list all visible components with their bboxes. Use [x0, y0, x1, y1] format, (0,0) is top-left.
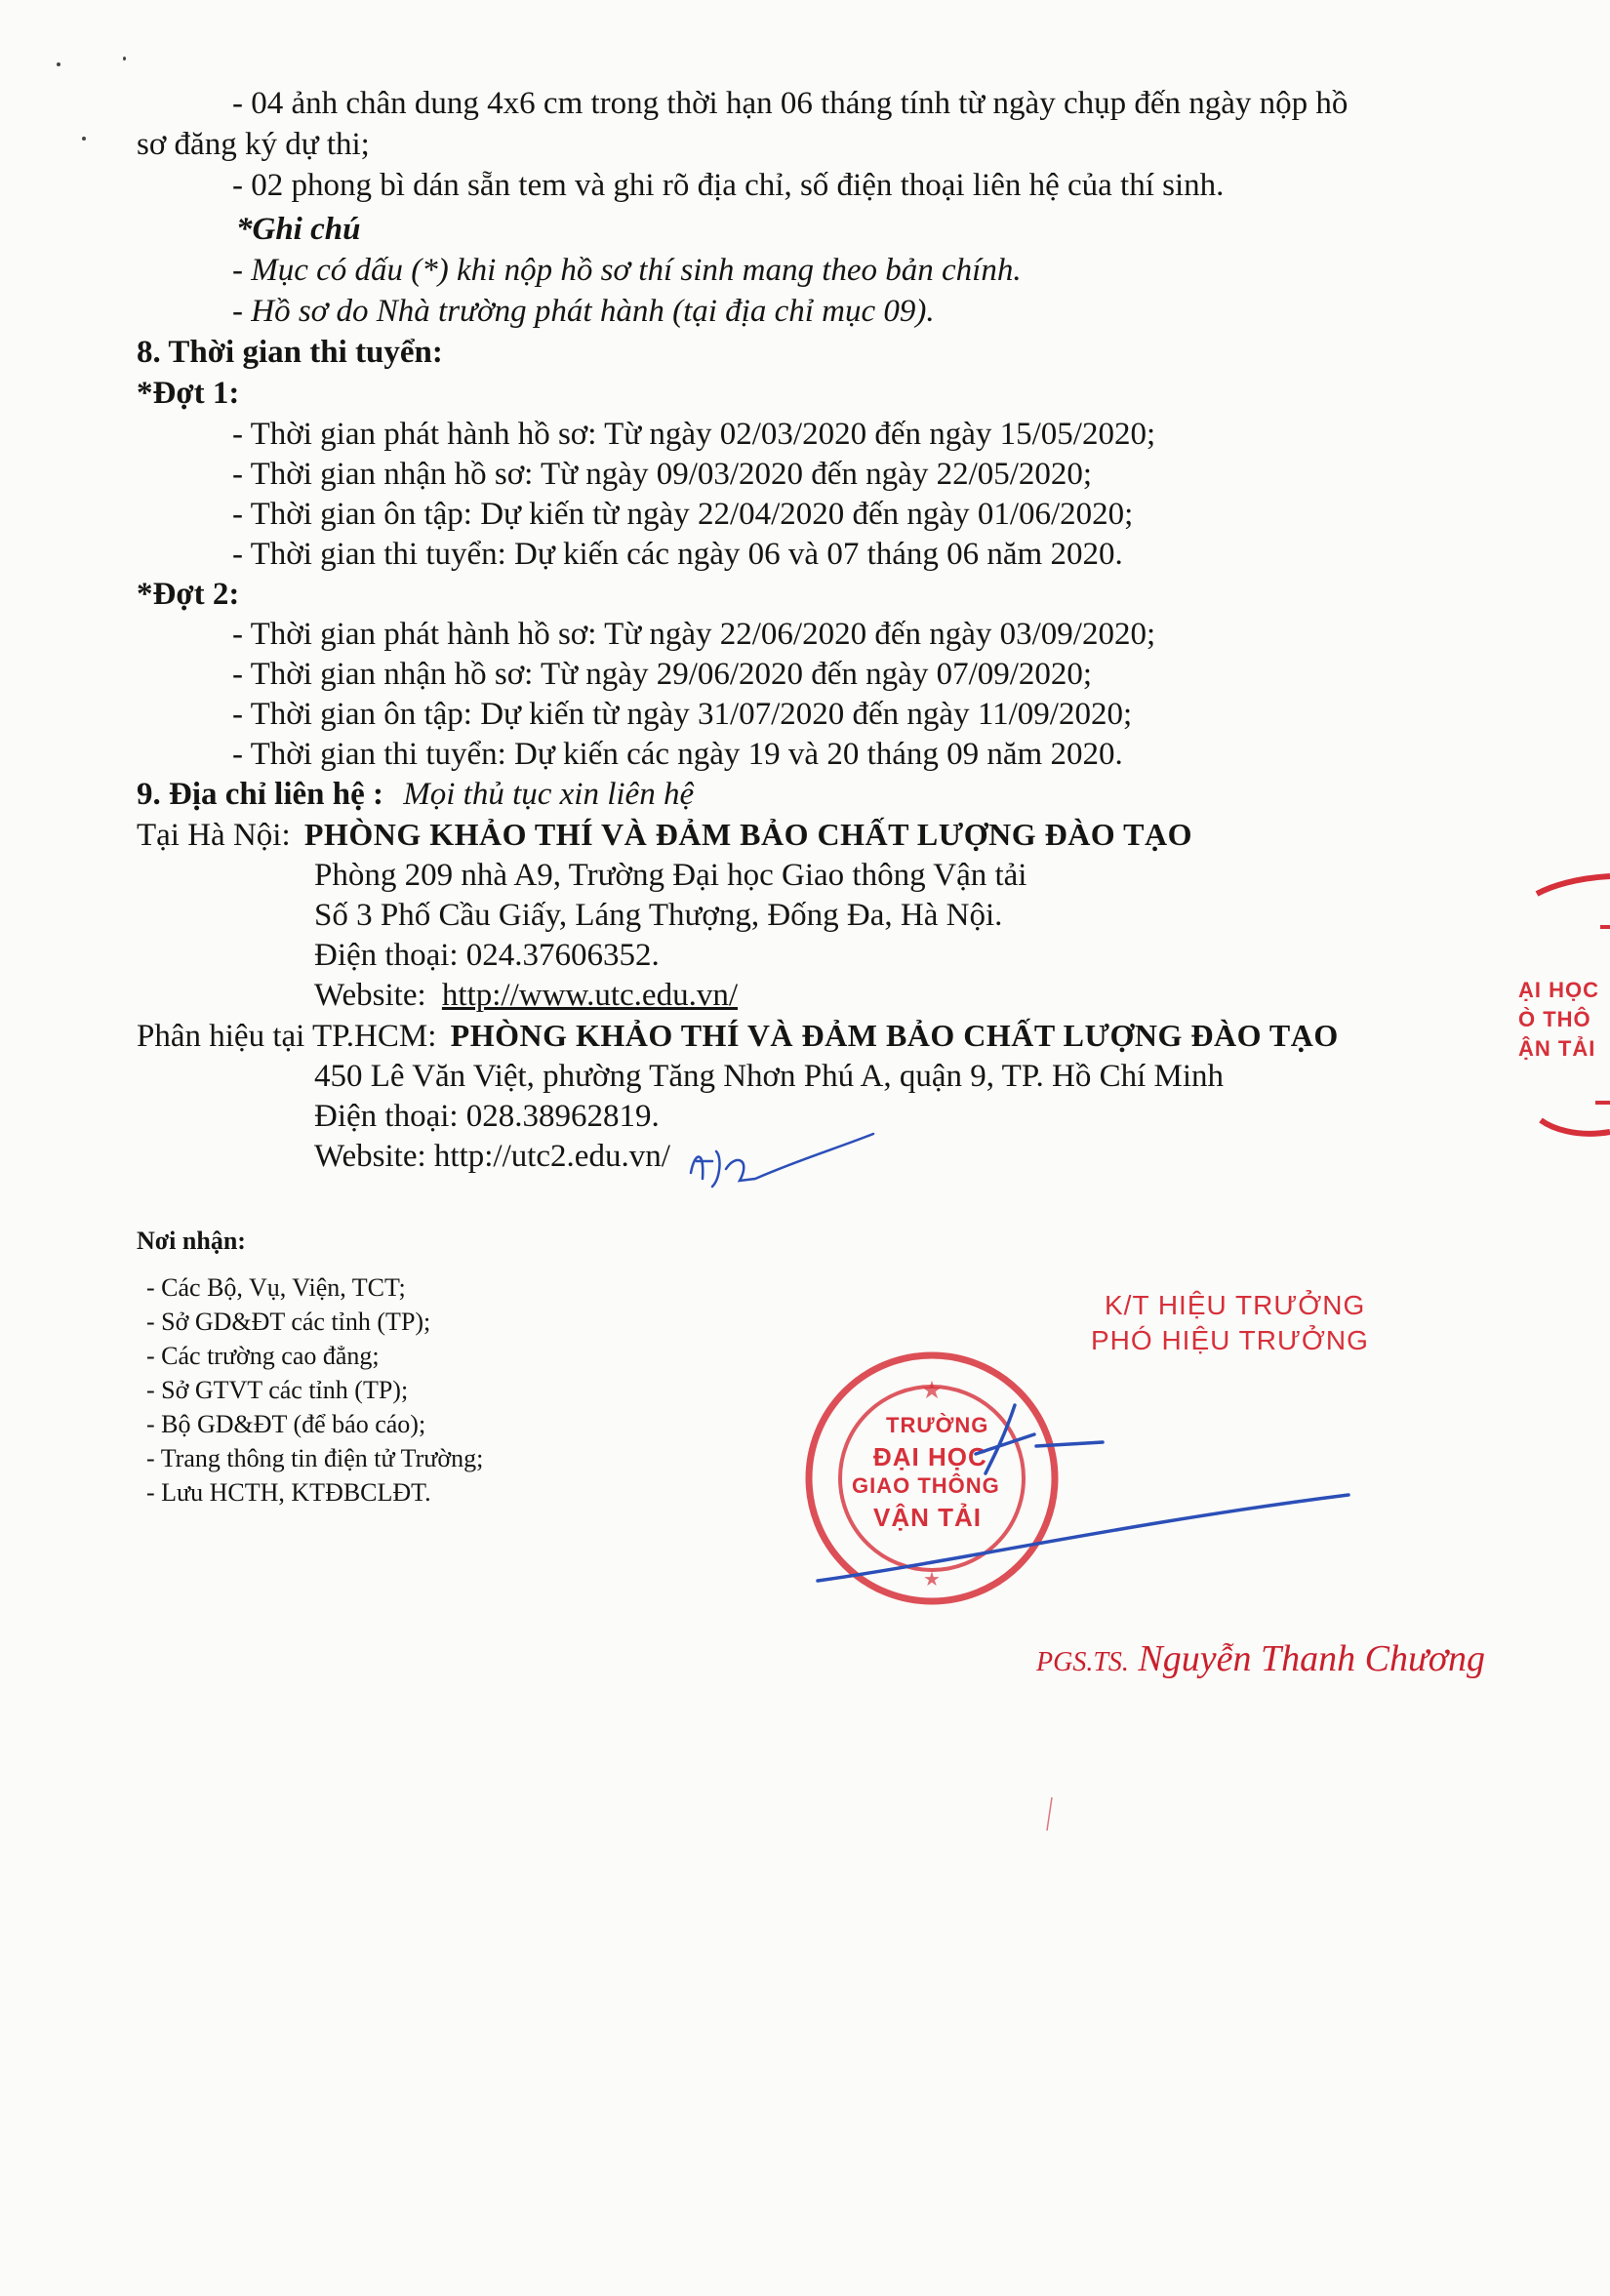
section-9-heading-line: [137, 775, 694, 814]
signer-name: Nguyễn Thanh Chương: [1138, 1638, 1485, 1679]
recipient-item: - Sở GD&ĐT các tỉnh (TP);: [146, 1308, 431, 1336]
svg-text:★: ★: [923, 1569, 941, 1591]
recipient-item: - Trang thông tin điện tử Trường;: [146, 1444, 484, 1472]
note-item-1: - Mục có dấu (*) khi nộp hồ sơ thí sinh mang theo bản chính.: [232, 253, 1022, 288]
hcm-phone: Điện thoại: 028.38962819.: [314, 1099, 660, 1134]
note-item-2: - Hồ sơ do Nhà trường phát hành (tại địa chỉ mục 09).: [232, 294, 935, 329]
round-1-item: - Thời gian nhận hồ sơ: Từ ngày 09/03/2020 đến ngày 22/05/2020;: [232, 457, 1093, 492]
round-2-item: - Thời gian ôn tập: Dự kiến từ ngày 31/07/2020 đến ngày 11/09/2020;: [232, 697, 1133, 732]
signature-title: PHÓ HIỆU TRƯỞNG: [1091, 1325, 1369, 1355]
round-1-item: - Thời gian phát hành hồ sơ: Từ ngày 02/03/2020 đến ngày 15/05/2020;: [232, 417, 1156, 452]
hcm-address: 450 Lê Văn Việt, phường Tăng Nhơn Phú A, quận 9, TP. Hồ Chí Minh: [314, 1059, 1225, 1094]
signer-title-prefix: PGS.TS.: [1036, 1647, 1129, 1677]
scan-speck: [123, 57, 126, 60]
hanoi-phone: Điện thoại: 024.37606352.: [314, 938, 660, 973]
scan-mark: [1044, 1795, 1054, 1834]
scan-speck: [57, 62, 60, 66]
svg-text:★: ★: [922, 1378, 942, 1402]
initials-scribble: [683, 1132, 878, 1200]
round-1-heading: *Đợt 1:: [137, 376, 240, 411]
section-9-heading: 9. Địa chỉ liên hệ :: [137, 777, 383, 812]
hanoi-address-1: Phòng 209 nhà A9, Trường Đại học Giao thông Vận tải: [314, 858, 1027, 893]
hanoi-address-2: Số 3 Phố Cầu Giấy, Láng Thượng, Đống Đa, Hà Nội.: [314, 898, 1003, 933]
round-1-item: - Thời gian thi tuyển: Dự kiến các ngày 06 và 07 tháng 06 năm 2020.: [232, 537, 1123, 572]
hanoi-website-link[interactable]: http://www.utc.edu.vn/: [441, 978, 738, 1013]
signature-on-behalf: K/T HIỆU TRƯỞNG: [1105, 1290, 1366, 1320]
recipient-item: - Lưu HCTH, KTĐBCLĐT.: [146, 1478, 431, 1507]
round-2-heading: *Đợt 2:: [137, 577, 240, 612]
notes-heading: *Ghi chú: [236, 212, 361, 247]
recipient-item: - Các Bộ, Vụ, Viện, TCT;: [146, 1273, 406, 1302]
recipient-item: - Bộ GD&ĐT (để báo cáo);: [146, 1410, 426, 1438]
hcm-website: Website: http://utc2.edu.vn/: [314, 1139, 670, 1174]
round-1-item: - Thời gian ôn tập: Dự kiến từ ngày 22/04/2020 đến ngày 01/06/2020;: [232, 497, 1134, 532]
hanoi-office-name: PHÒNG KHẢO THÍ VÀ ĐẢM BẢO CHẤT LƯỢNG ĐÀO TẠO: [303, 817, 1192, 852]
round-2-item: - Thời gian nhận hồ sơ: Từ ngày 29/06/2020 đến ngày 07/09/2020;: [232, 657, 1093, 692]
section-9-note: Mọi thủ tục xin liên hệ: [403, 777, 695, 812]
requirement-photos-line-2: sơ đăng ký dự thi;: [137, 127, 370, 162]
signer-name-line: [1036, 1637, 1485, 1680]
hanoi-prefix: Tại Hà Nội:: [137, 818, 291, 853]
requirement-envelopes: - 02 phong bì dán sẵn tem và ghi rõ địa chỉ, số điện thoại liên hệ của thí sinh.: [232, 168, 1225, 203]
edge-seal-text: ẠI HỌC Ò THÔ ẬN TẢI: [1518, 978, 1599, 1061]
seal-text-line-2: ĐẠI HỌC: [873, 1442, 987, 1471]
hanoi-website-label: Website:: [314, 978, 426, 1013]
scan-speck: [82, 137, 86, 141]
recipient-item: - Các trường cao đẳng;: [146, 1342, 380, 1370]
hcm-office-line: [137, 1016, 1339, 1056]
seal-text-line-4: VẬN TẢI: [873, 1503, 982, 1532]
requirement-photos-line-1: - 04 ảnh chân dung 4x6 cm trong thời hạn 06 tháng tính từ ngày chụp đến ngày nộp hồ: [232, 86, 1348, 121]
hcm-office-name: PHÒNG KHẢO THÍ VÀ ĐẢM BẢO CHẤT LƯỢNG ĐÀO TẠO: [450, 1018, 1339, 1053]
signature-stroke: [810, 1395, 1356, 1591]
recipient-item: - Sở GTVT các tỉnh (TP);: [146, 1376, 409, 1404]
seal-text-line-3: GIAO THÔNG: [852, 1473, 1000, 1498]
recipients-heading: Nơi nhận:: [137, 1227, 246, 1255]
section-8-heading: 8. Thời gian thi tuyển:: [137, 335, 443, 370]
round-2-item: - Thời gian phát hành hồ sơ: Từ ngày 22/06/2020 đến ngày 03/09/2020;: [232, 617, 1156, 652]
round-2-item: - Thời gian thi tuyển: Dự kiến các ngày 19 và 20 tháng 09 năm 2020.: [232, 737, 1123, 772]
seal-text-line-1: TRƯỜNG: [886, 1413, 989, 1437]
hanoi-website-line: [314, 976, 738, 1015]
hanoi-office-line: [137, 815, 1192, 855]
hcm-prefix: Phân hiệu tại TP.HCM:: [137, 1019, 437, 1054]
